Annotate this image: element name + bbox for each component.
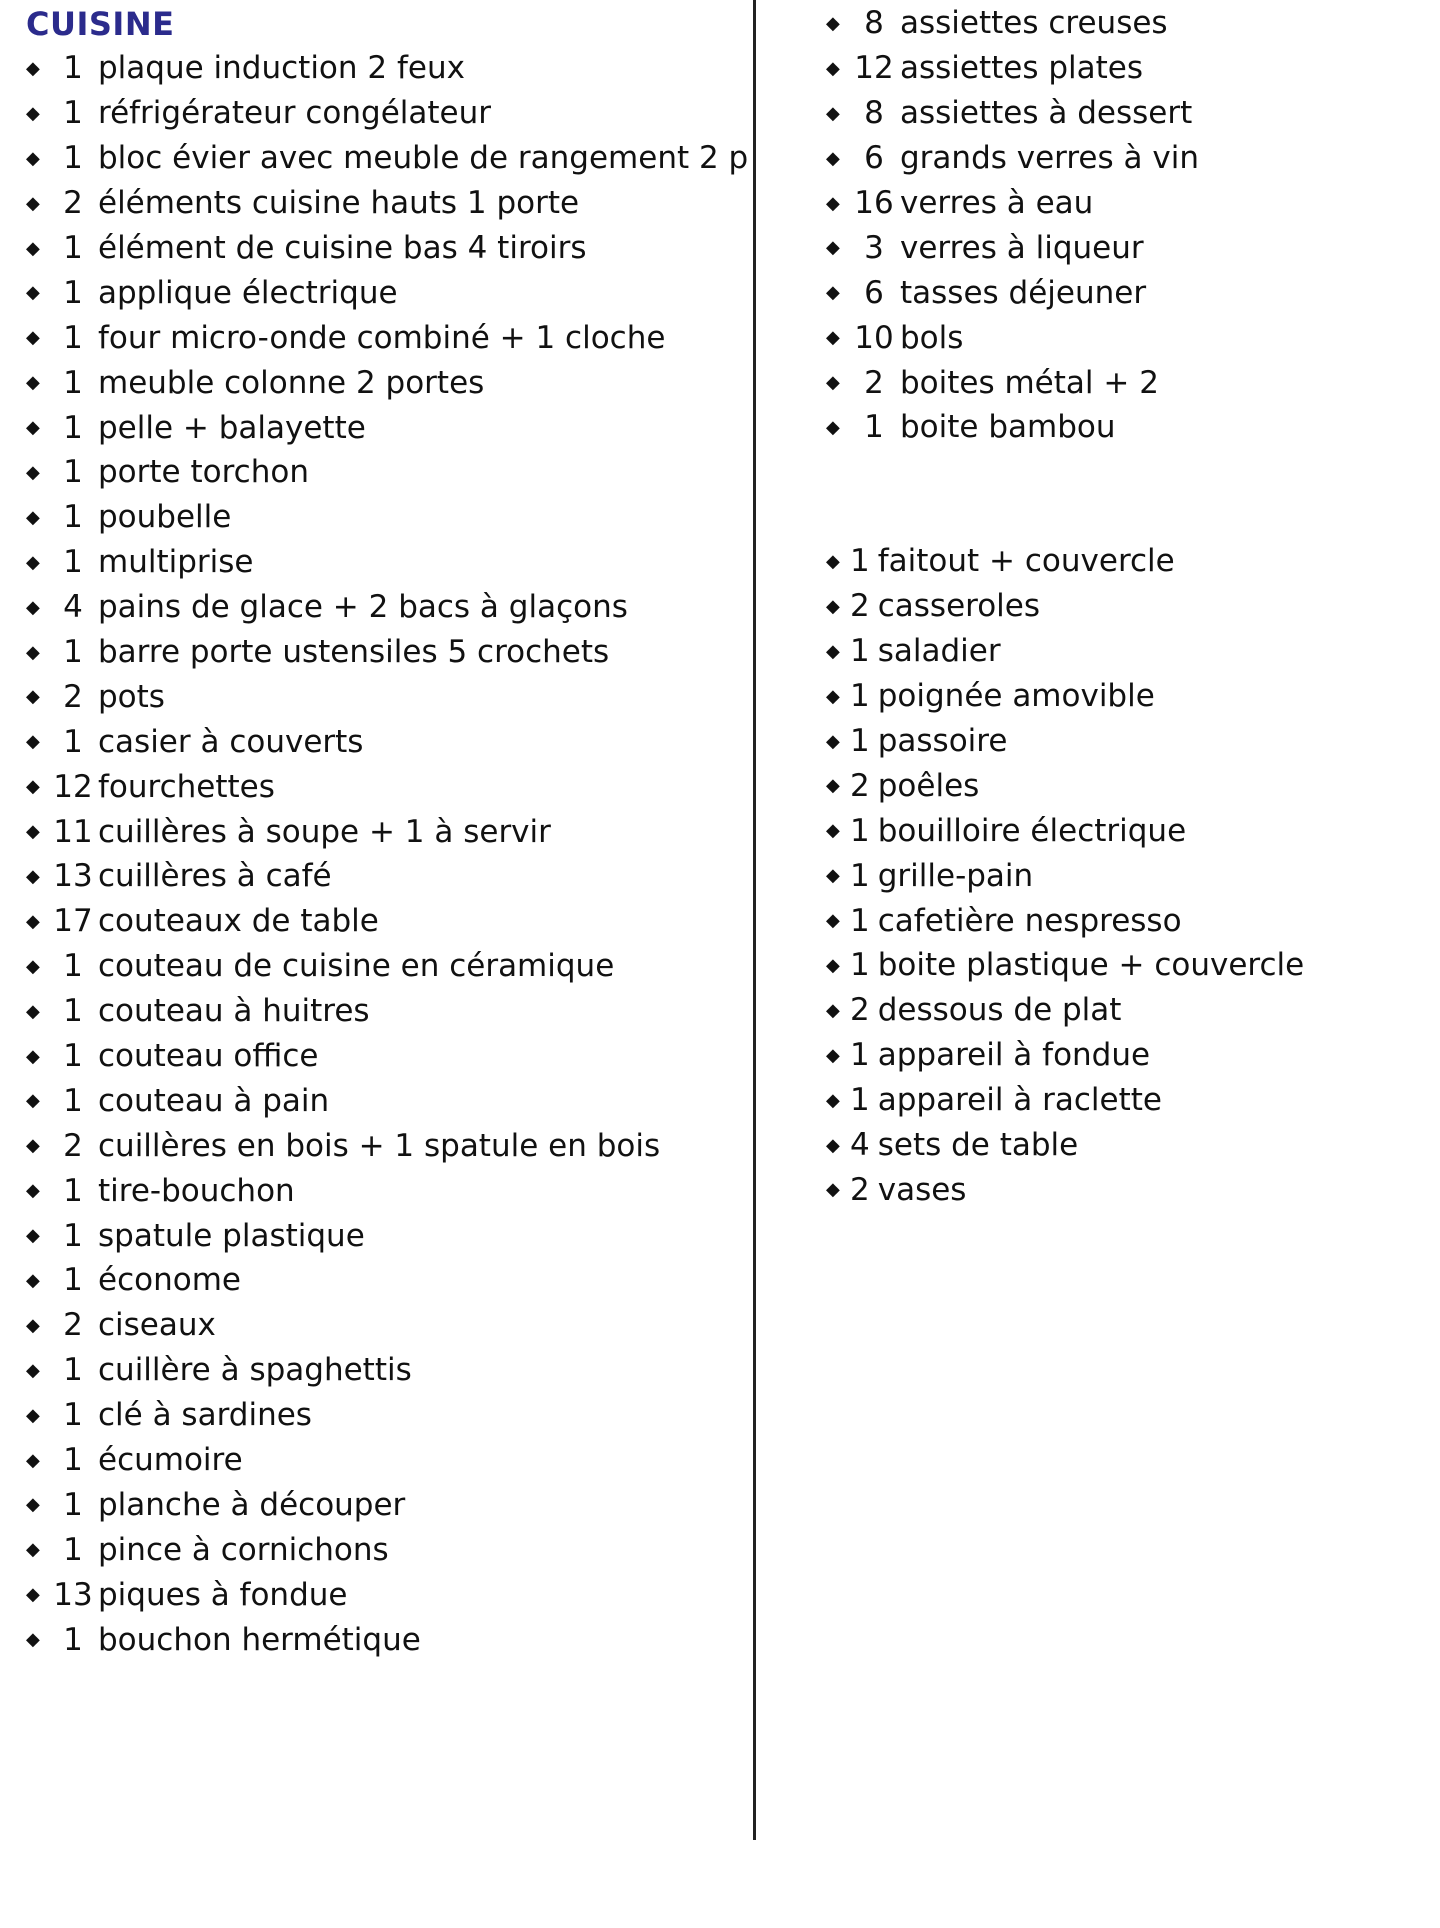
bullet-icon: ◆	[826, 1179, 840, 1201]
bullet-icon: ◆	[826, 730, 840, 752]
bullet-icon: ◆	[26, 1269, 40, 1291]
item-quantity: 1	[63, 274, 83, 311]
item-quantity: 6	[864, 274, 884, 311]
list-item	[26, 944, 736, 989]
list-item	[26, 674, 736, 719]
list-item	[26, 1617, 736, 1662]
item-label: couteau à huitres	[98, 993, 370, 1030]
item-label: poubelle	[98, 499, 232, 536]
item-quantity: 1	[63, 499, 83, 536]
list-item	[26, 495, 736, 540]
page-title: CUISINE	[26, 5, 175, 43]
item-label: économe	[98, 1262, 241, 1299]
item-label: pince à cornichons	[98, 1531, 389, 1568]
item-label: porte torchon	[98, 454, 309, 491]
list-item	[26, 270, 736, 315]
item-label: pelle + balayette	[98, 409, 366, 446]
bullet-icon: ◆	[826, 57, 840, 79]
list-item	[826, 763, 1426, 808]
item-label: pots	[98, 678, 165, 715]
list-item	[26, 1438, 736, 1483]
list-item	[26, 1258, 736, 1303]
bullet-icon: ◆	[26, 686, 40, 708]
item-label: fourchettes	[98, 768, 275, 805]
item-label: élément de cuisine bas 4 tiroirs	[98, 230, 587, 266]
bullet-icon: ◆	[826, 372, 840, 394]
item-label: bouchon hermétique	[98, 1621, 421, 1658]
item-label: plaque induction 2 feux	[98, 50, 465, 87]
item-label: barre porte ustensiles 5 crochets	[98, 634, 610, 671]
bullet-icon: ◆	[26, 1404, 40, 1426]
item-label: appareil à raclette	[877, 1082, 1163, 1119]
bullet-icon: ◆	[26, 821, 40, 843]
item-quantity: 1	[63, 948, 83, 985]
bullet-icon: ◆	[826, 1134, 840, 1156]
list-item	[26, 136, 749, 181]
item-label: faitout + couvercle	[877, 543, 1175, 580]
item-label: boite plastique + couvercle	[877, 947, 1305, 984]
item-label: assiettes plates	[900, 50, 1144, 87]
right-column-bottom-list	[826, 539, 1426, 1212]
list-item	[826, 181, 1426, 226]
item-quantity: 1	[850, 902, 870, 939]
bullet-icon: ◆	[26, 1314, 40, 1336]
item-quantity: 1	[63, 409, 83, 446]
item-label: couteau office	[98, 1038, 319, 1075]
list-item	[26, 360, 736, 405]
bullet-icon: ◆	[26, 1000, 40, 1022]
list-item	[26, 540, 736, 585]
item-label: ciseaux	[98, 1307, 216, 1344]
list-item	[826, 136, 1426, 181]
column-divider	[753, 0, 756, 1840]
item-label: couteau de cuisine en céramique	[98, 948, 615, 985]
item-label: assiettes creuses	[900, 5, 1168, 42]
item-label: bouilloire électrique	[877, 812, 1187, 849]
bullet-icon: ◆	[26, 282, 40, 304]
list-item	[826, 405, 1426, 450]
item-quantity: 1	[850, 1037, 870, 1074]
bullet-icon: ◆	[826, 685, 840, 707]
item-quantity: 6	[864, 140, 884, 177]
bullet-icon: ◆	[826, 775, 840, 797]
left-column-list	[26, 46, 749, 1662]
bullet-icon: ◆	[26, 1539, 40, 1561]
list-item	[26, 1393, 736, 1438]
bullet-icon: ◆	[26, 1494, 40, 1516]
item-quantity: 8	[864, 5, 884, 42]
item-label: applique électrique	[98, 274, 398, 311]
list-item	[26, 899, 736, 944]
item-quantity: 1	[63, 95, 83, 132]
bullet-icon: ◆	[26, 1045, 40, 1067]
bullet-icon: ◆	[26, 1090, 40, 1112]
bullet-icon: ◆	[826, 640, 840, 662]
bullet-icon: ◆	[826, 550, 840, 572]
item-quantity: 12	[53, 768, 93, 805]
list-item	[26, 91, 736, 136]
list-item	[826, 1123, 1426, 1168]
item-label: cafetière nespresso	[877, 902, 1182, 939]
list-item	[826, 1078, 1426, 1123]
item-quantity: 1	[850, 947, 870, 984]
item-quantity: 2	[63, 1127, 83, 1164]
item-label: cuillère à spaghettis	[98, 1352, 412, 1389]
bullet-icon: ◆	[826, 192, 840, 214]
list-item	[26, 989, 736, 1034]
item-quantity: 1	[63, 544, 83, 581]
item-label: bloc évier avec meuble de rangement 2 p	[98, 140, 749, 177]
bullet-icon: ◆	[26, 192, 40, 214]
item-quantity: 13	[53, 858, 93, 895]
list-item	[826, 808, 1426, 853]
item-label: verres à eau	[900, 185, 1094, 221]
item-label: cuillères en bois + 1 spatule en bois	[98, 1127, 661, 1164]
item-quantity: 11	[53, 813, 93, 850]
list-item	[826, 629, 1426, 674]
item-label: appareil à fondue	[877, 1037, 1151, 1074]
item-quantity: 13	[53, 1576, 93, 1613]
item-quantity: 1	[864, 409, 884, 446]
bullet-icon: ◆	[26, 506, 40, 528]
list-item	[26, 1483, 736, 1528]
list-item	[826, 674, 1426, 719]
list-item	[26, 854, 736, 899]
list-item	[26, 46, 736, 91]
bullet-icon: ◆	[26, 102, 40, 124]
item-label: poêles	[877, 767, 980, 804]
bullet-icon: ◆	[26, 57, 40, 79]
bullet-icon: ◆	[826, 327, 840, 349]
bullet-icon: ◆	[26, 596, 40, 618]
item-quantity: 4	[850, 1127, 870, 1164]
bullet-icon: ◆	[26, 327, 40, 349]
item-quantity: 1	[63, 1442, 83, 1479]
item-label: cuillères à café	[98, 858, 332, 895]
item-label: grille-pain	[877, 857, 1034, 894]
item-quantity: 1	[63, 230, 83, 266]
item-quantity: 10	[854, 319, 894, 356]
item-label: planche à découper	[98, 1486, 406, 1523]
list-item	[826, 943, 1426, 988]
item-quantity: 2	[850, 992, 870, 1029]
list-item	[826, 1033, 1426, 1078]
item-quantity: 4	[63, 589, 83, 626]
item-quantity: 1	[63, 993, 83, 1030]
bullet-icon: ◆	[826, 282, 840, 304]
item-quantity: 1	[63, 454, 83, 491]
bullet-icon: ◆	[826, 1044, 840, 1066]
item-quantity: 2	[864, 364, 884, 401]
list-item	[26, 809, 736, 854]
item-label: spatule plastique	[98, 1217, 365, 1254]
list-item	[26, 1527, 736, 1572]
list-item	[26, 450, 736, 495]
item-label: réfrigérateur congélateur	[98, 95, 492, 132]
item-label: tasses déjeuner	[900, 274, 1147, 311]
item-label: clé à sardines	[98, 1397, 312, 1434]
item-quantity: 1	[63, 1262, 83, 1299]
item-quantity: 1	[63, 1397, 83, 1434]
item-quantity: 1	[63, 140, 83, 177]
item-quantity: 1	[850, 633, 870, 670]
item-quantity: 1	[850, 812, 870, 849]
bullet-icon: ◆	[826, 147, 840, 169]
bullet-icon: ◆	[26, 910, 40, 932]
item-quantity: 16	[854, 185, 894, 221]
item-label: piques à fondue	[98, 1576, 348, 1613]
list-item	[26, 1572, 736, 1617]
list-item	[826, 1167, 1426, 1212]
bullet-icon: ◆	[26, 372, 40, 394]
list-item	[26, 315, 736, 360]
bullet-icon: ◆	[26, 1180, 40, 1202]
bullet-icon: ◆	[26, 461, 40, 483]
item-label: tire-bouchon	[98, 1172, 295, 1209]
bullet-icon: ◆	[826, 237, 840, 259]
item-quantity: 2	[850, 1171, 870, 1208]
item-quantity: 3	[864, 229, 884, 266]
bullet-icon: ◆	[26, 641, 40, 663]
item-label: poignée amovible	[877, 678, 1155, 715]
list-item	[26, 764, 736, 809]
bullet-icon: ◆	[826, 102, 840, 124]
item-quantity: 1	[63, 723, 83, 760]
item-label: multiprise	[98, 544, 254, 581]
bullet-icon: ◆	[26, 147, 40, 169]
item-quantity: 1	[850, 1082, 870, 1119]
item-label: grands verres à vin	[900, 140, 1199, 177]
bullet-icon: ◆	[26, 1225, 40, 1247]
bullet-icon: ◆	[26, 1135, 40, 1157]
item-quantity: 1	[850, 678, 870, 715]
item-quantity: 1	[63, 1486, 83, 1523]
item-quantity: 1	[63, 319, 83, 356]
item-label: couteau à pain	[98, 1082, 330, 1119]
list-item	[26, 405, 736, 450]
list-item	[26, 181, 736, 226]
item-quantity: 2	[63, 1307, 83, 1344]
list-item	[826, 584, 1426, 629]
bullet-icon: ◆	[826, 820, 840, 842]
list-item	[826, 539, 1426, 584]
bullet-icon: ◆	[26, 551, 40, 573]
item-label: dessous de plat	[877, 992, 1122, 1029]
list-item	[26, 585, 736, 630]
item-label: couteaux de table	[98, 903, 379, 940]
item-quantity: 1	[63, 1172, 83, 1209]
item-quantity: 17	[53, 903, 93, 940]
list-item	[26, 1168, 736, 1213]
bullet-icon: ◆	[26, 1584, 40, 1606]
item-label: sets de table	[877, 1127, 1079, 1164]
list-item	[26, 630, 736, 675]
bullet-icon: ◆	[26, 1449, 40, 1471]
item-quantity: 2	[63, 678, 83, 715]
bullet-icon: ◆	[26, 955, 40, 977]
item-label: éléments cuisine hauts 1 porte	[98, 185, 580, 222]
bullet-icon: ◆	[26, 865, 40, 887]
list-item	[26, 226, 736, 271]
bullet-icon: ◆	[826, 416, 840, 438]
item-quantity: 2	[850, 588, 870, 625]
item-quantity: 1	[63, 50, 83, 87]
bullet-icon: ◆	[826, 910, 840, 932]
bullet-icon: ◆	[26, 1359, 40, 1381]
item-quantity: 1	[850, 857, 870, 894]
item-quantity: 1	[63, 364, 83, 401]
item-label: assiettes à dessert	[900, 95, 1193, 132]
list-item	[826, 898, 1426, 943]
item-quantity: 1	[63, 1531, 83, 1568]
bullet-icon: ◆	[26, 237, 40, 259]
item-quantity: 12	[854, 50, 894, 87]
list-item	[826, 46, 1426, 91]
item-quantity: 1	[63, 1038, 83, 1075]
item-label: meuble colonne 2 portes	[98, 364, 485, 401]
item-label: passoire	[877, 723, 1008, 759]
item-label: pains de glace + 2 bacs à glaçons	[98, 589, 628, 626]
list-item	[826, 91, 1426, 136]
bullet-icon: ◆	[826, 12, 840, 34]
list-item	[826, 225, 1426, 270]
list-item	[826, 988, 1426, 1033]
bullet-icon: ◆	[826, 1089, 840, 1111]
item-label: boites métal + 2	[900, 364, 1159, 401]
bullet-icon: ◆	[26, 776, 40, 798]
item-quantity: 8	[864, 95, 884, 132]
item-label: casier à couverts	[98, 723, 364, 760]
list-item	[826, 360, 1426, 405]
list-item	[26, 1034, 736, 1079]
bullet-icon: ◆	[826, 595, 840, 617]
bullet-icon: ◆	[26, 417, 40, 439]
list-item	[826, 315, 1426, 360]
item-quantity: 1	[63, 1621, 83, 1658]
bullet-icon: ◆	[26, 1629, 40, 1651]
list-item	[26, 1123, 736, 1168]
list-item	[26, 719, 736, 764]
item-label: four micro-onde combiné + 1 cloche	[98, 319, 666, 356]
list-item	[826, 270, 1426, 315]
item-quantity: 1	[63, 1217, 83, 1254]
item-quantity: 1	[850, 723, 870, 759]
list-item	[826, 719, 1426, 764]
item-quantity: 2	[850, 767, 870, 804]
item-quantity: 2	[63, 185, 83, 222]
bullet-icon: ◆	[826, 954, 840, 976]
item-label: bols	[900, 319, 964, 356]
bullet-icon: ◆	[826, 999, 840, 1021]
item-label: saladier	[877, 633, 1001, 670]
list-item	[826, 853, 1426, 898]
item-quantity: 1	[63, 1352, 83, 1389]
bullet-icon: ◆	[826, 865, 840, 887]
list-item	[26, 1213, 736, 1258]
item-quantity: 1	[850, 543, 870, 580]
item-label: verres à liqueur	[900, 229, 1144, 266]
item-quantity: 1	[63, 634, 83, 671]
item-label: écumoire	[98, 1442, 243, 1479]
item-label: casseroles	[877, 588, 1041, 625]
item-label: vases	[877, 1171, 967, 1208]
list-item	[26, 1348, 736, 1393]
item-quantity: 1	[63, 1082, 83, 1119]
list-item	[826, 1, 1426, 46]
item-label: boite bambou	[900, 409, 1116, 446]
bullet-icon: ◆	[26, 731, 40, 753]
list-item	[26, 1303, 736, 1348]
list-item	[26, 1078, 736, 1123]
item-label: cuillères à soupe + 1 à servir	[98, 813, 551, 850]
right-column-top-list	[826, 1, 1426, 450]
